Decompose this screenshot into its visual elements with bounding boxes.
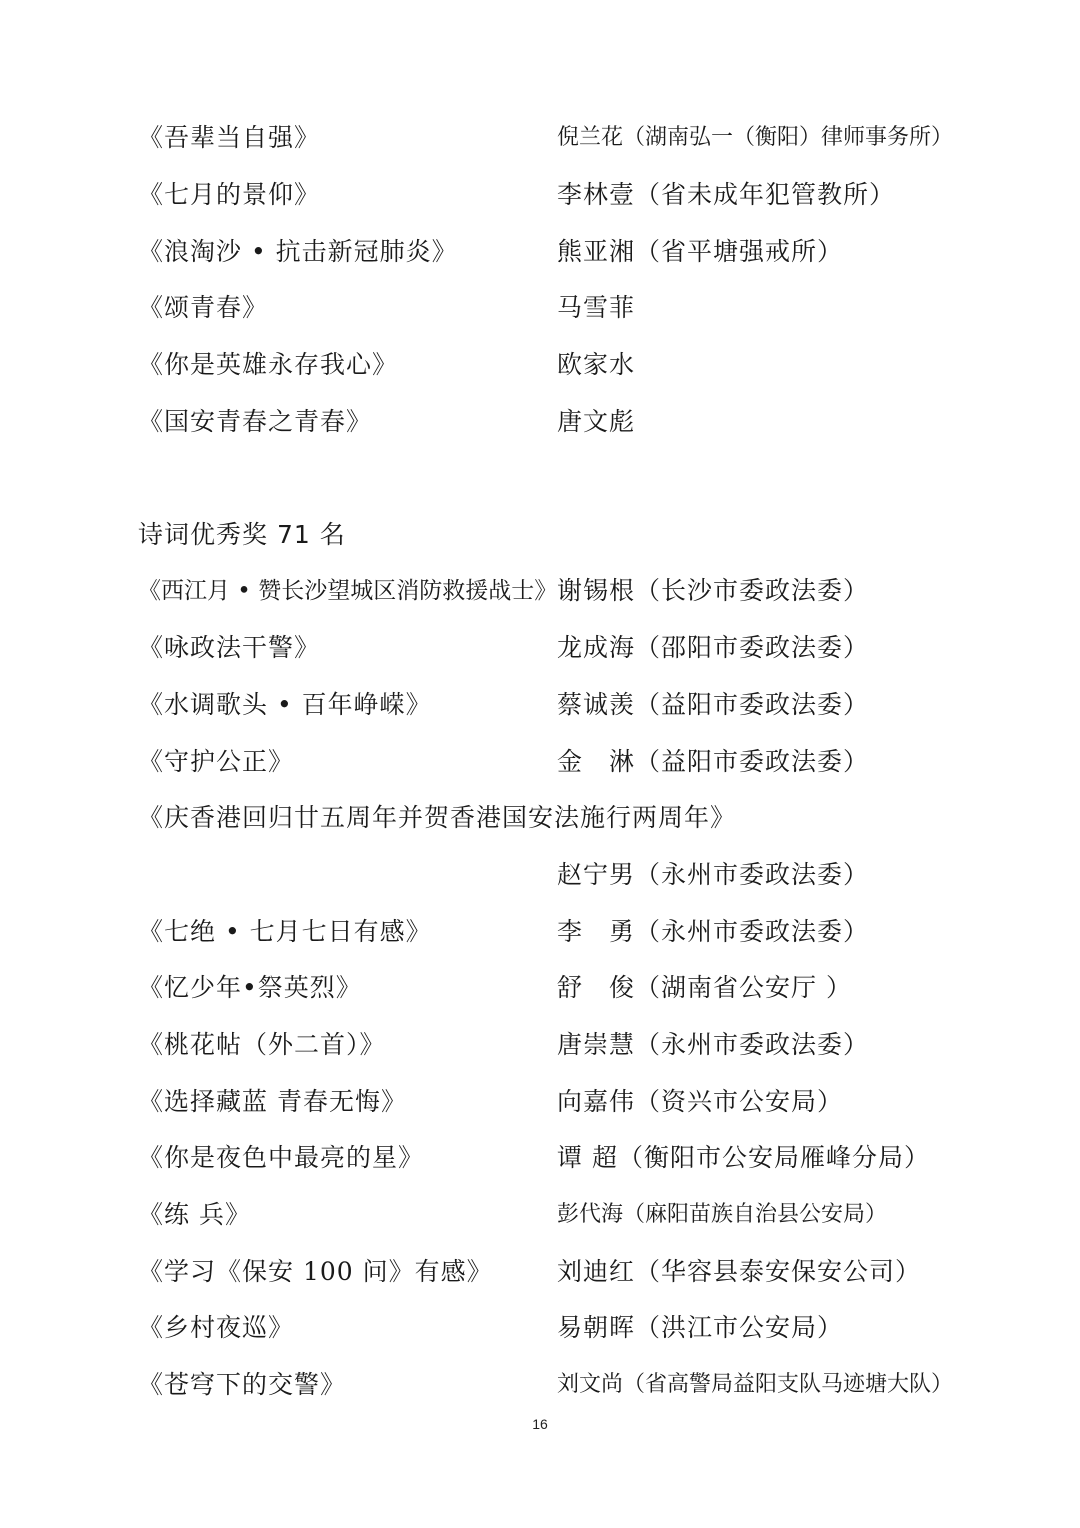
poem-author: 唐文彪 [557, 407, 636, 436]
poem-author: 赵宁男（永州市委政法委） [557, 860, 870, 889]
poem-title: 《你是英雄永存我心》 [138, 350, 399, 379]
poem-author: 谭 超（衡阳市公安局雁峰分局） [557, 1143, 930, 1172]
poem-author: 谢锡根（长沙市委政法委） [557, 576, 870, 605]
list-item [0, 402, 1080, 442]
poem-title: 《守护公正》 [138, 747, 295, 776]
poem-author: 刘文尚（省高警局益阳支队马迹塘大队） [557, 1372, 954, 1397]
poem-title: 《苍穹下的交警》 [138, 1370, 347, 1399]
poem-author: 金 淋（益阳市委政法委） [557, 747, 870, 776]
list-item [0, 1025, 1080, 1065]
poem-author: 欧家水 [557, 350, 636, 379]
poem-title: 《咏政法干警》 [138, 633, 321, 662]
poem-title: 《水调歌头 • 百年峥嵘》 [138, 690, 432, 719]
poem-author: 李林壹（省未成年犯管教所） [557, 180, 896, 209]
poem-title: 《七月的景仰》 [138, 180, 321, 209]
poem-title: 《乡村夜巡》 [138, 1313, 295, 1342]
poem-author: 熊亚湘（省平塘强戒所） [557, 237, 844, 266]
poem-title: 《学习《保安 100 问》有感》 [138, 1257, 493, 1286]
list-item-long-author [0, 855, 1080, 895]
list-item [0, 912, 1080, 952]
poem-author: 彭代海（麻阳苗族自治县公安局） [557, 1202, 888, 1227]
poem-title: 《你是夜色中最亮的星》 [138, 1143, 425, 1172]
poem-title: 《西江月 • 赞长沙望城区消防救援战士》 [138, 578, 558, 604]
list-item [0, 232, 1080, 272]
list-item [0, 1082, 1080, 1122]
poem-author: 李 勇（永州市委政法委） [557, 917, 870, 946]
list-item [0, 1365, 1080, 1405]
poem-title: 《忆少年•祭英烈》 [138, 973, 362, 1002]
poem-author: 向嘉伟（资兴市公安局） [557, 1087, 844, 1116]
list-item [0, 1252, 1080, 1292]
poem-author: 龙成海（邵阳市委政法委） [557, 633, 870, 662]
list-item [0, 345, 1080, 385]
list-item [0, 1308, 1080, 1348]
list-item-long-title [0, 798, 1080, 838]
poem-author: 舒 俊（湖南省公安厅 ） [557, 973, 852, 1002]
list-item [0, 742, 1080, 782]
poem-author: 刘迪红（华容县泰安保安公司） [557, 1257, 922, 1286]
poem-title: 《选择藏蓝 青春无悔》 [138, 1087, 407, 1116]
poem-author: 马雪菲 [557, 293, 636, 322]
page-number: 16 [532, 1416, 548, 1432]
section-heading: 诗词优秀奖 71 名 [138, 520, 346, 549]
poem-title: 《吾辈当自强》 [138, 123, 321, 152]
list-item [0, 685, 1080, 725]
list-item [0, 571, 1080, 611]
list-item [0, 1138, 1080, 1178]
poem-author: 倪兰花（湖南弘一（衡阳）律师事务所） [557, 125, 954, 150]
poem-title: 《桃花帖（外二首）》 [138, 1030, 386, 1059]
list-item [0, 1195, 1080, 1235]
poem-title: 《颂青春》 [138, 293, 269, 322]
poem-author: 蔡诚羡（益阳市委政法委） [557, 690, 870, 719]
list-item [0, 288, 1080, 328]
list-item [0, 968, 1080, 1008]
poem-title: 《国安青春之青春》 [138, 407, 373, 436]
list-item [0, 175, 1080, 215]
poem-title: 《浪淘沙 • 抗击新冠肺炎》 [138, 237, 458, 266]
poem-author: 唐崇慧（永州市委政法委） [557, 1030, 870, 1059]
poem-title: 《练 兵》 [138, 1200, 251, 1229]
list-item [0, 118, 1080, 158]
poem-title: 《七绝 • 七月七日有感》 [138, 917, 432, 946]
list-item [0, 628, 1080, 668]
poem-title: 《庆香港回归廿五周年并贺香港国安法施行两周年》 [138, 803, 737, 832]
poem-author: 易朝晖（洪江市公安局） [557, 1313, 844, 1342]
